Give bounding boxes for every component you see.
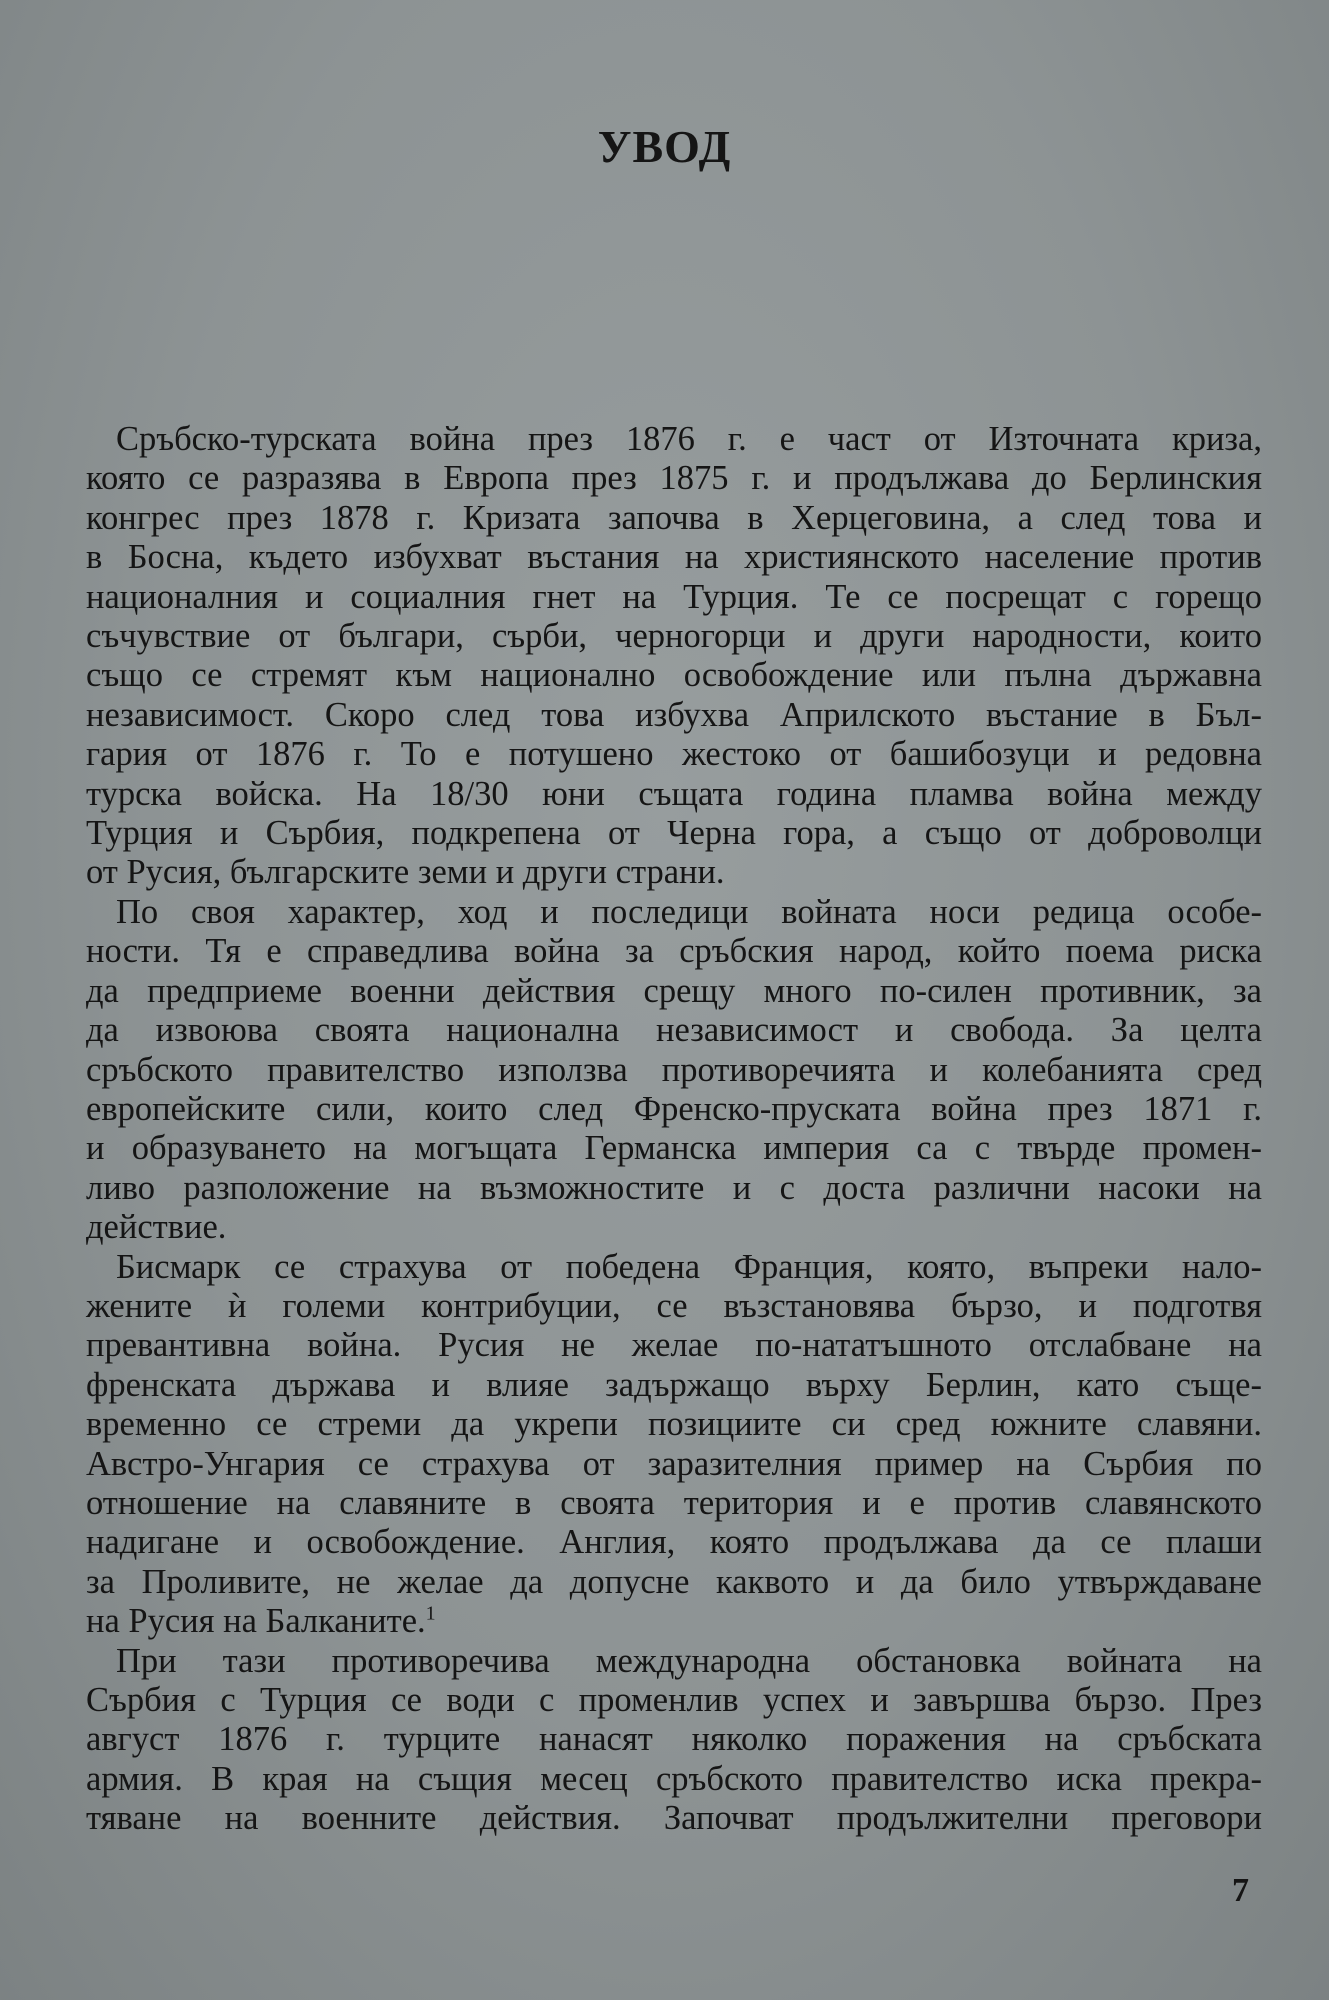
text-line: гария от 1876 г. То е потушено жестоко от башибозуци и редовна [86,735,1262,774]
paragraph [86,1248,1262,1642]
text-line: сръбското правителство използва противоречията и колебанията сред [86,1050,1262,1089]
text-line: да предприеме военни действия срещу много по-силен противник, за [86,971,1262,1010]
text-line: По своя характер, ход и последици войната носи редица особе- [116,892,1262,931]
body-text [86,420,1262,1839]
text-line: и образуването на могъщата Германска империя са с твърде промен- [86,1129,1262,1168]
text-line: Австро-Унгария се страхува от заразителния пример на Сърбия по [86,1444,1262,1483]
text-line: надигане и освобождение. Англия, която продължава да се плаши [86,1523,1262,1562]
text-line: При тази противоречива международна обстановка войната на [116,1641,1262,1680]
page-number: 7 [1232,1872,1249,1909]
text-line: съчувствие от българи, сърби, черногорци и други народности, които [86,617,1262,656]
footnote-ref: 1 [425,1602,436,1625]
text-line-content: на Русия на Балканите. [86,1602,426,1641]
text-line: турска войска. На 18/30 юни същата година пламва война между [86,774,1262,813]
text-line: армия. В края на същия месец сръбското правителство иска прекра- [86,1759,1262,1798]
text-line: жените ѝ големи контрибуции, се възстановява бързо, и подготвя [86,1286,1262,1325]
text-line: действие. [86,1208,227,1247]
paragraph [86,420,1262,893]
text-line: в Босна, където избухват въстания на християнското население против [86,538,1262,577]
text-line: Сърбия с Турция се води с променлив успех и завършва бързо. През [86,1681,1262,1719]
text-line: ности. Тя е справедлива война за сръбския народ, който поема риска [86,932,1262,971]
text-line: от Русия, българските земи и други страни. [86,853,725,892]
text-line: конгрес през 1878 г. Кризата започва в Херцеговина, а след това и [86,498,1262,537]
text-line: за Проливите, не желае да допусне каквото и да било утвърждаване [86,1562,1262,1601]
text-line: националния и социалния гнет на Турция. Те се посрещат с горещо [86,577,1262,616]
text-line: също се стремят към национално освобождение или пълна държавна [86,656,1262,695]
text-line: Турция и Сърбия, подкрепена от Черна гора, а също от доброволци [86,814,1262,853]
text-line: тяване на военните действия. Започват продължителни преговори [86,1799,1262,1838]
text-line [86,1602,1262,1641]
text-line: която се разразява в Европа през 1875 г. и продължава до Берлинския [86,459,1262,498]
chapter-title: УВОД [597,121,732,172]
text-line: европейските сили, които след Френско-пруската война през 1871 г. [86,1089,1262,1128]
text-line: независимост. Скоро след това избухва Априлското въстание в Бъл- [86,695,1262,734]
text-line: временно се стреми да укрепи позициите си сред южните славяни. [86,1405,1262,1444]
text-line: превантивна война. Русия не желае по-нататъшното отслабване на [86,1326,1262,1365]
text-line: френската държава и влияе задържащо върху Берлин, като същe- [86,1365,1262,1404]
text-line: Бисмарк се страхува от победена Франция, която, въпреки нало- [116,1247,1262,1286]
paragraph [86,1642,1262,1839]
text-line: да извоюва своята национална независимост и свобода. За целта [86,1011,1262,1050]
text-line: ливо разположение на възможностите и с доста различни насоки на [86,1168,1262,1207]
paragraph [86,893,1262,1248]
text-line: август 1876 г. турците нанасят няколко поражения на сръбската [86,1720,1262,1759]
text-line: отношение на славяните в своята територия и е против славянското [86,1483,1262,1522]
text-line: Сръбско-турската война през 1876 г. е част от Източната криза, [116,420,1262,458]
